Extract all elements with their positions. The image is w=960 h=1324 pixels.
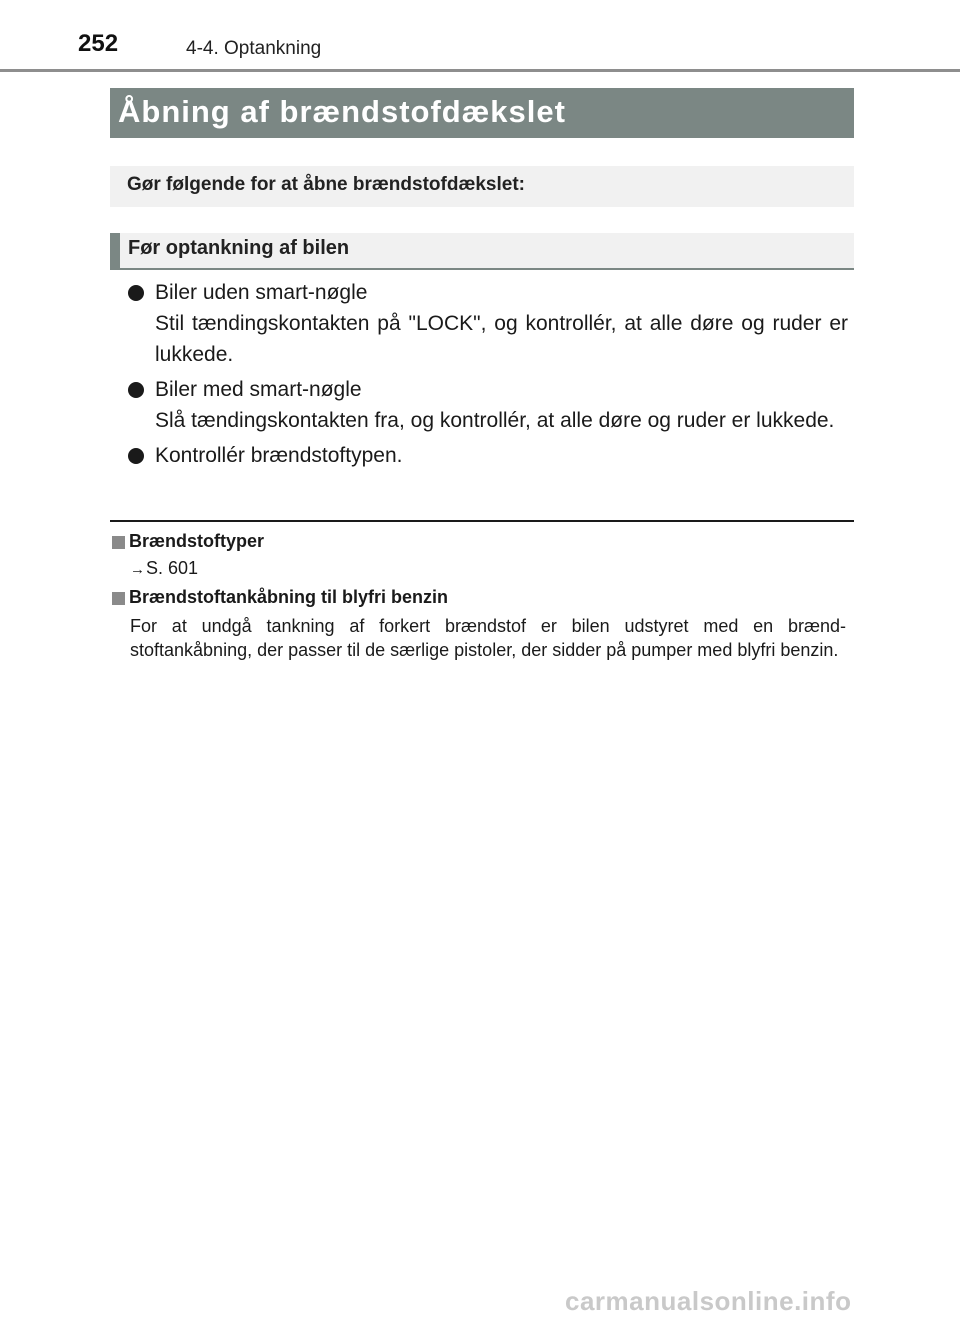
watermark-text: carmanualsonline.info xyxy=(565,1286,852,1316)
intro-box xyxy=(110,166,854,207)
section-reference: 4-4. Optankning xyxy=(186,38,322,59)
note-heading: Brændstoftyper xyxy=(129,531,265,551)
arrow-right-icon: → xyxy=(130,561,145,578)
section-title-bar xyxy=(110,88,854,138)
bullet-dot-icon xyxy=(128,382,144,398)
bullet-heading: Biler uden smart-nøgle xyxy=(155,281,368,304)
note-item xyxy=(110,531,846,579)
bullet-heading: Biler med smart-nøgle xyxy=(155,378,362,401)
subsection-bar xyxy=(110,233,854,270)
note-item xyxy=(110,587,846,662)
notes-divider xyxy=(110,520,854,522)
watermark xyxy=(565,1286,945,1316)
header-divider xyxy=(0,69,960,72)
bullet-dot-icon xyxy=(128,285,144,301)
bullet-dot-icon xyxy=(128,448,144,464)
bullet-body: Slå tændingskontakten fra, og kontrollér, at alle døre og ruder er lukkede. xyxy=(155,409,835,432)
square-bullet-icon xyxy=(112,592,125,605)
notes-section xyxy=(110,531,846,670)
intro-text: Gør følgende for at åbne brændstofdækslet: xyxy=(127,174,525,195)
list-item xyxy=(128,278,848,370)
subsection-title: Før optankning af bilen xyxy=(128,237,350,259)
section-title: Åbning af brændstofdækslet xyxy=(118,94,566,129)
note-body: For at undgå tankning af forkert brændstof er bilen udstyret med en brænd-stoftankåbning, der passer til de særlige pistoler, der sidder på pumper med blyfri benzin. xyxy=(130,616,846,660)
subsection-accent xyxy=(110,233,120,268)
note-heading: Brændstoftankåbning til blyfri benzin xyxy=(129,587,448,607)
page-reference-link[interactable] xyxy=(130,558,846,579)
bullet-list xyxy=(128,278,848,476)
page-header xyxy=(0,0,960,74)
list-item xyxy=(128,441,848,471)
bullet-heading: Kontrollér brændstoftypen. xyxy=(155,444,403,467)
square-bullet-icon xyxy=(112,536,125,549)
bullet-body: Stil tændingskontakten på "LOCK", og kontrollér, at alle døre og ruder er lukkede. xyxy=(155,312,848,366)
page-number: 252 xyxy=(78,30,119,57)
page-reference-text: S. 601 xyxy=(146,558,199,578)
list-item xyxy=(128,375,848,436)
